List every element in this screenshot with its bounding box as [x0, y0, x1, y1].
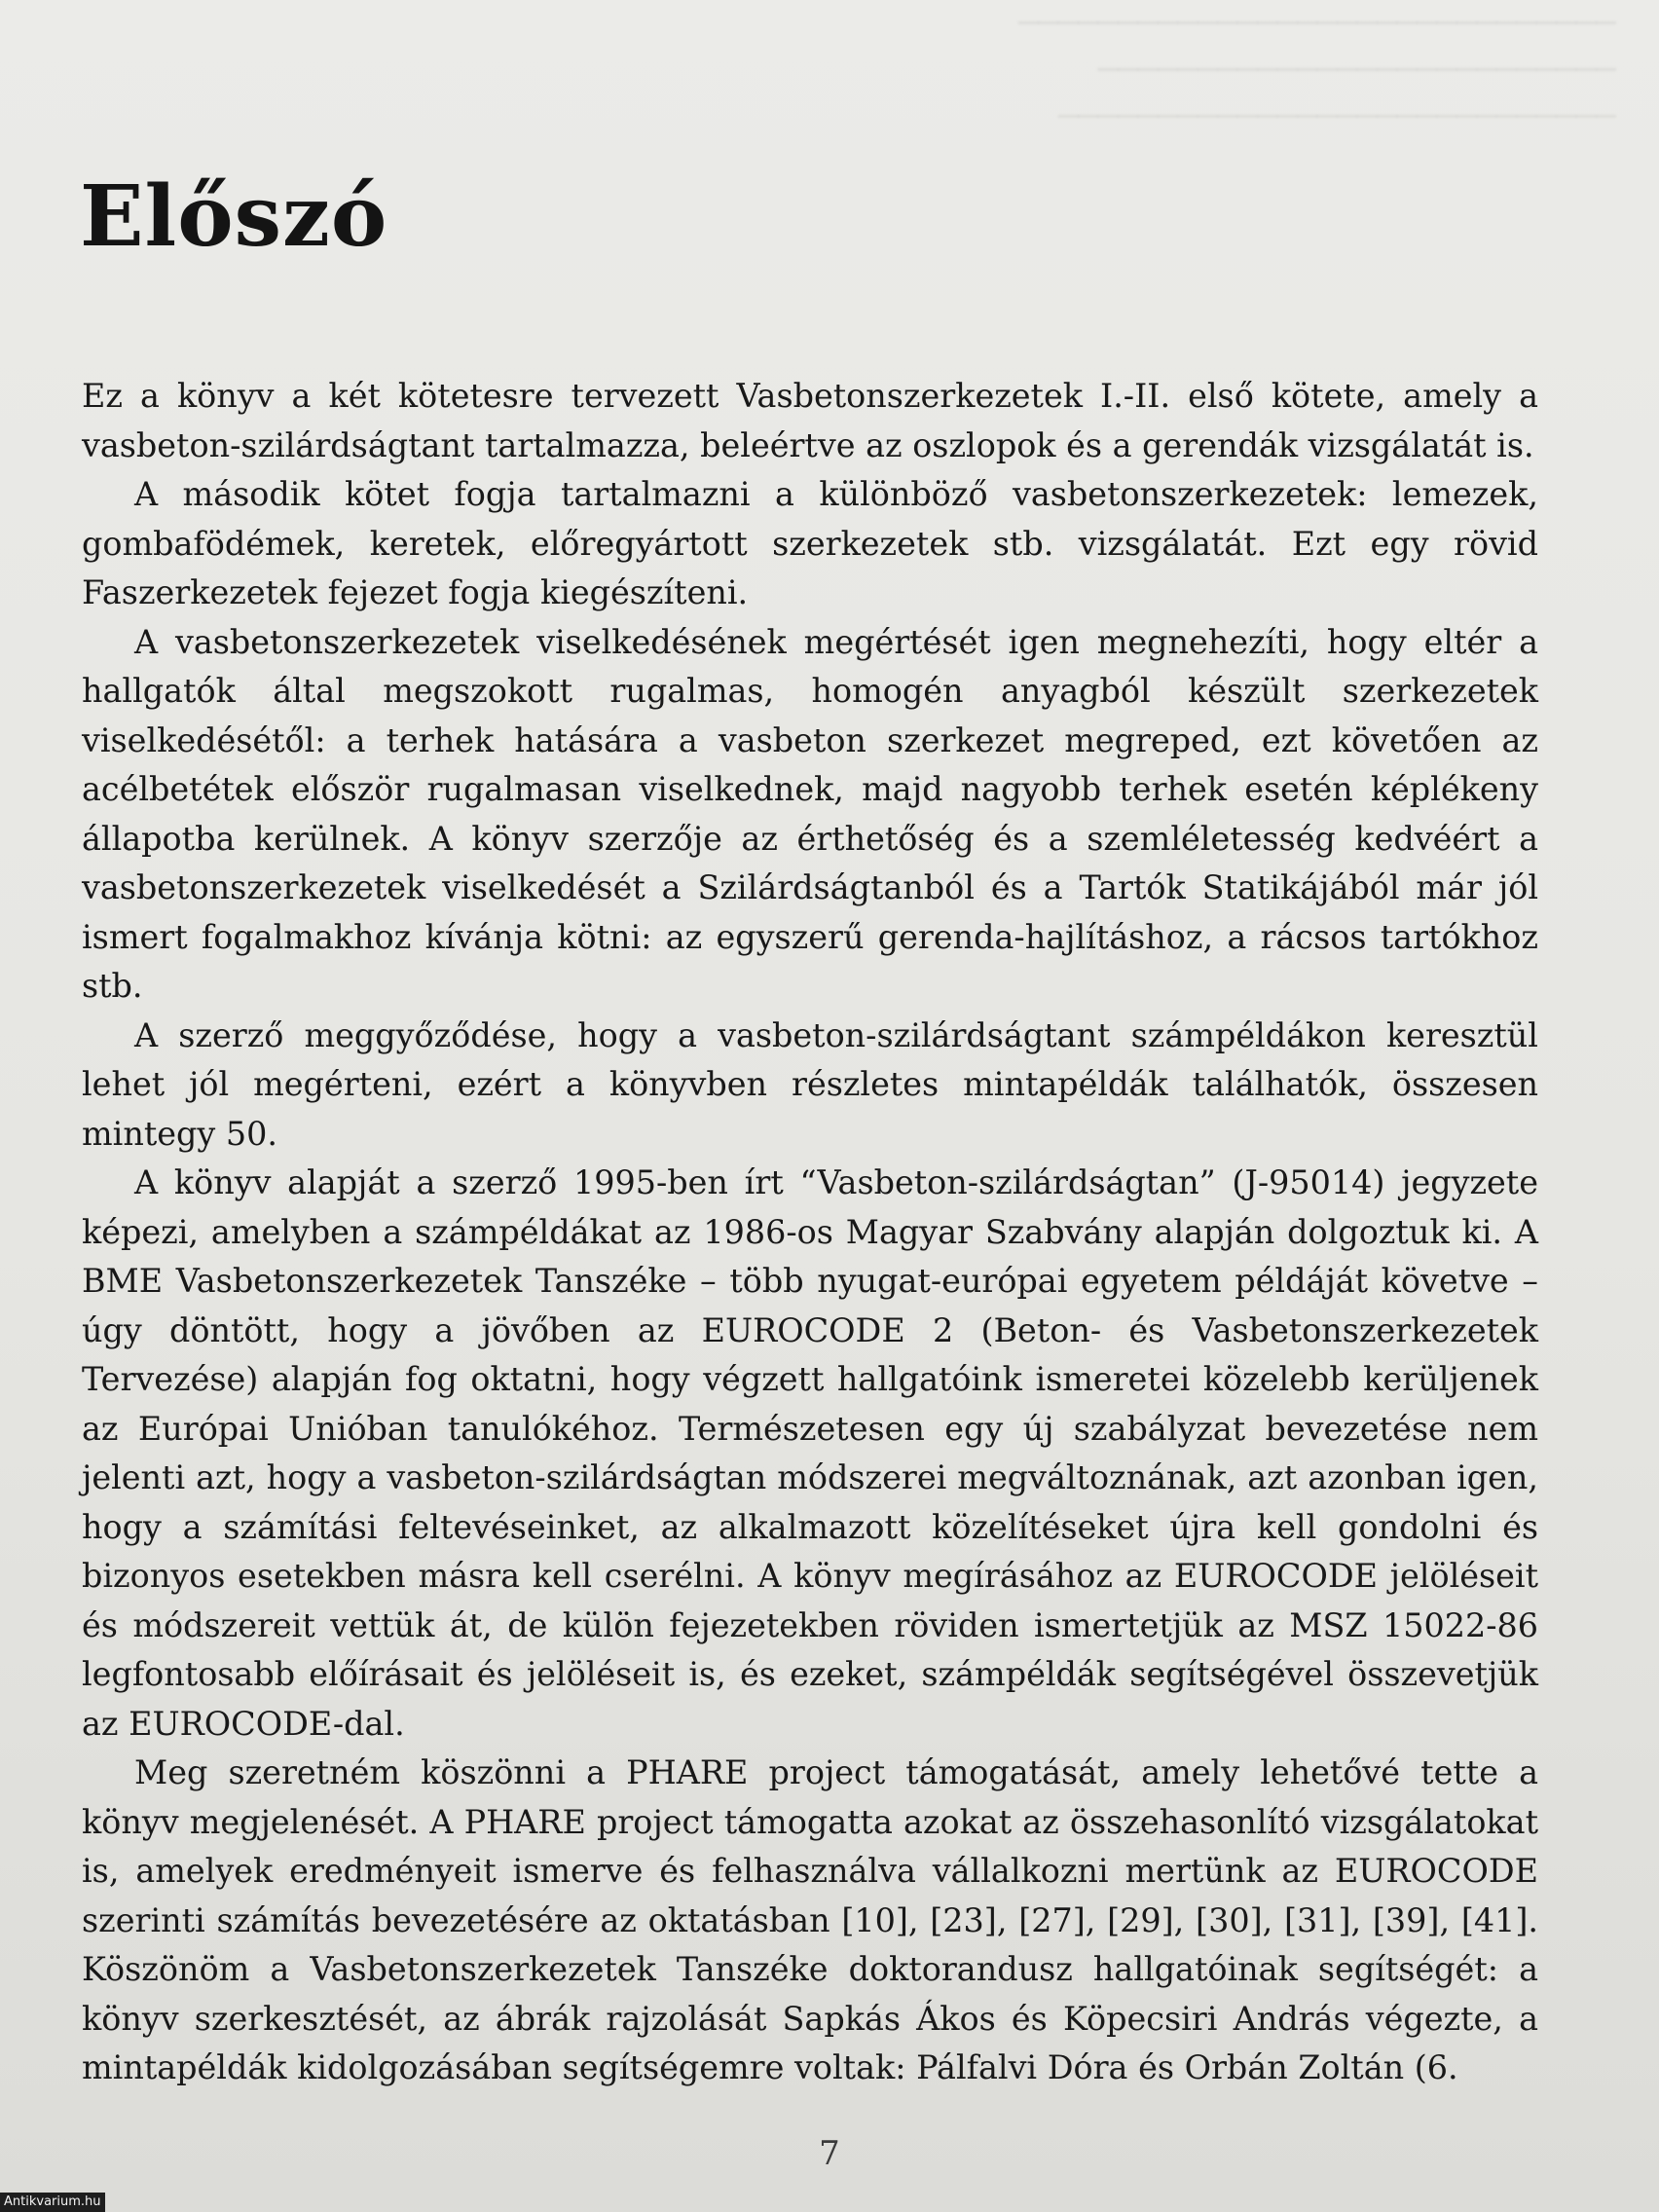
paragraph: A szerző meggyőződése, hogy a vasbeton-szilárdságtant számpéldákon keresztül lehet jól megérteni, ezért a könyvben részletes mintapéldák találhatók, összesen mintegy 50. — [82, 1015, 1538, 1153]
paragraph: A második kötet fogja tartalmazni a különböző vasbetonszerkezetek: lemezek, gombafödémek, keretek, előregyártott szerkezetek stb. vizsgálatát. Ezt egy rövid Faszerkezetek fejezet fogja kiegészíteni. — [82, 475, 1538, 611]
page-number: 7 — [819, 2134, 840, 2173]
watermark-label: Antikvarium.hu — [0, 2193, 105, 2212]
page-title: Előszó — [80, 167, 388, 266]
preface-body — [82, 372, 1538, 2093]
bleed-through-texture: ────────────────────────────── ────────────────────────── ──────────────────────────── — [1017, 4, 1616, 136]
paragraph: A könyv alapját a szerző 1995-ben írt “Vasbeton-szilárdságtan” (J-95014) jegyzete képezi, amelyben a számpéldákat az 1986-os Magyar Szabvány alapján dolgoztuk ki. A BME Vasbetonszerkezetek Tanszéke – több nyugat-európai egyetem példáját követve – úgy döntött, hogy a jövőben az EUROCODE 2 (Beton- és Vasbetonszerkezetek Tervezése) alapján fog oktatni, hogy végzett hallgatóink ismeretei közelebb kerüljenek az Európai Unióban tanulókéhoz. Természetesen egy új szabályzat bevezetése nem jelenti azt, hogy a vasbeton-szilárdságtan módszerei megváltoznának, azt azonban igen, hogy a számítási feltevéseinket, az alkalmazott közelítéseket újra kell gondolni és bizonyos esetekben másra kell cserélni. A könyv megírásához az EUROCODE jelöléseit és módszereit vettük át, de külön fejezetekben röviden ismertetjük az MSZ 15022-86 legfontosabb előírásait és jelöléseit is, és ezeket, számpéldák segítségével összevetjük az EUROCODE-dal. — [82, 1163, 1538, 1743]
paragraph: Ez a könyv a két kötetesre tervezett Vasbetonszerkezetek I.-II. első kötete, amely a vasbeton-szilárdságtant tartalmazza, beleértve az oszlopok és a gerendák vizsgálatát is. — [82, 377, 1538, 464]
paragraph: Meg szeretném köszönni a PHARE project támogatását, amely lehetővé tette a könyv megjelenését. A PHARE project támogatta azokat az összehasonlító vizsgálatokat is, amelyek eredményeit ismerve és felhasználva vállalkozni mertünk az EUROCODE szerinti számítás bevezetésére az oktatásban [10], [23], [27], [29], [30], [31], [39], [41]. Köszönöm a Vasbetonszerkezetek Tanszéke doktorandusz hallgatóinak segítségét: a könyv szerkesztését, az ábrák rajzolását Sapkás Ákos és Köpecsiri András végezte, a mintapéldák kidolgozásában segítségemre voltak: Pálfalvi Dóra és Orbán Zoltán (6. — [82, 1753, 1538, 2086]
paragraph: A vasbetonszerkezetek viselkedésének megértését igen megnehezíti, hogy eltér a hallgatók által megszokott rugalmas, homogén anyagból készült szerkezetek viselkedésétől: a terhek hatására a vasbeton szerkezet megreped, ezt követően az acélbetétek először rugalmasan viselkednek, majd nagyobb terhek esetén képlékeny állapotba kerülnek. A könyv szerzője az érthetőség és a szemléletesség kedvéért a vasbetonszerkezetek viselkedését a Szilárdságtanból és a Tartók Statikájából már jól ismert fogalmakhoz kívánja kötni: az egyszerű gerenda-hajlításhoz, a rácsos tartókhoz stb. — [82, 622, 1538, 1005]
